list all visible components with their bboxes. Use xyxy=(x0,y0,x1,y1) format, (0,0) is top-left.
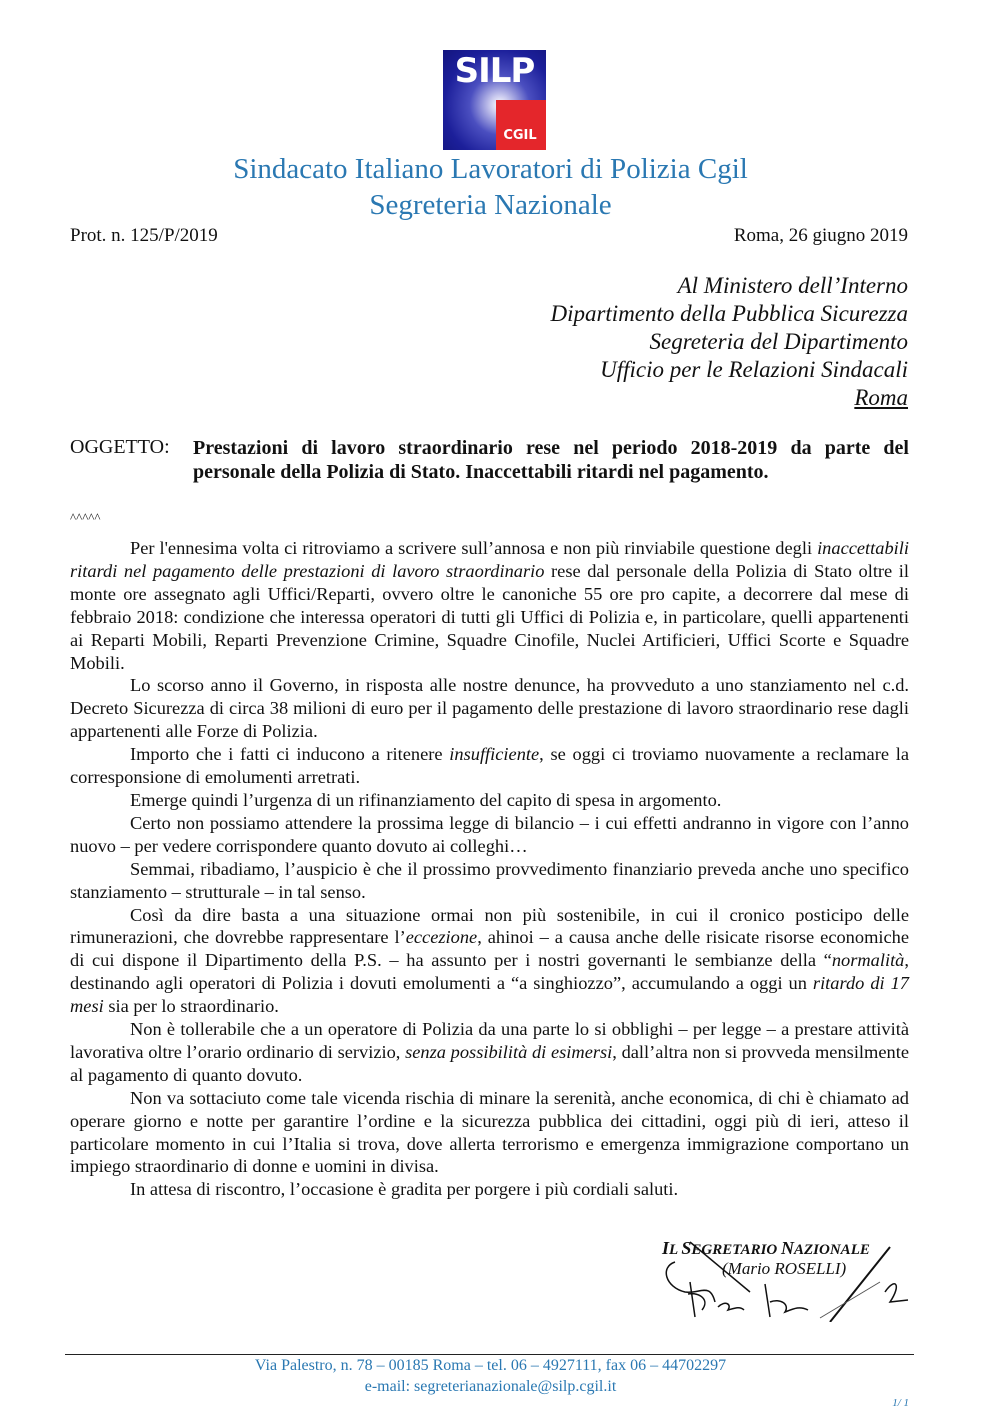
separator: ^^^^^ xyxy=(70,510,101,525)
recipient-line: Al Ministero dell’Interno xyxy=(677,273,908,298)
signatory-name: (Mario ROSELLI) xyxy=(722,1259,847,1278)
recipient-line: Ufficio per le Relazioni Sindacali xyxy=(600,357,908,382)
paragraph: Emerge quindi l’urgenza di un rifinanziamento del capito di spesa in argomento. xyxy=(130,789,722,810)
recipient-line: Segreteria del Dipartimento xyxy=(649,329,908,354)
paragraph: Non è tollerabile che a un operatore di Polizia da una parte lo si obblighi – per legge – a prestare attività lavorativa oltre l’orario ordinario di servizio, senza possibilità di esimersi, dall’altra non si provveda mensilmente al pagamento di quanto dovuto. xyxy=(70,1019,909,1085)
silp-cgil-logo xyxy=(443,50,546,150)
recipient-block xyxy=(550,272,908,412)
page-number: 1/ 1 xyxy=(892,1397,909,1409)
footer-email: e-mail: segreterianazionale@silp.cgil.it xyxy=(364,1378,617,1395)
recipient-city: Roma xyxy=(854,385,908,410)
department-name: Segreteria Nazionale xyxy=(369,189,612,221)
paragraph: In attesa di riscontro, l’occasione è gradita per porgere i più cordiali saluti. xyxy=(130,1179,679,1200)
paragraph: Non va sottaciuto come tale vicenda rischia di minare la serenità, anche economica, di chi è chiamato ad operare giorno e notte per garantire l’ordine e la sicurezza pubblica dei cittadini, oggi più di ieri, atteso il particolare momento in cui l’Italia si trova, dove allerta terrorismo e emergenza immigrazione comportano un impiego straordinario di donne e uomini in divisa. xyxy=(70,1087,909,1177)
footer-address: Via Palestro, n. 78 – 00185 Roma – tel. 06 – 4927111, fax 06 – 44702297 xyxy=(254,1357,727,1374)
place-date: Roma, 26 giugno 2019 xyxy=(733,225,908,246)
paragraph: Così da dire basta a una situazione ormai non più sostenibile, in cui il cronico posticipo delle rimunerazioni, che dovrebbe rappresentare l’eccezione, ahinoi – a causa anche delle risicate risorse economiche di cui dispone il Dipartimento della P.S. – ha assunto per i nostri governanti le sembianze della “normalità, destinando agli operatori di Polizia i dovuti emolumenti a “a singhiozzo”, accumulando a oggi un ritardo di 17 mesi sia per lo straordinario. xyxy=(70,904,909,1017)
letter-body xyxy=(70,537,909,1201)
subject-text: Prestazioni di lavoro straordinario rese nel periodo 2018-2019 da parte del personale della Polizia di Stato. Inaccettabili ritardi nel pagamento. xyxy=(193,437,909,483)
handwritten-signature-icon xyxy=(640,1222,910,1322)
footer-divider xyxy=(65,1354,914,1355)
subject-label: OGGETTO: xyxy=(70,436,170,458)
logo-cgil-text: CGIL xyxy=(503,128,537,143)
paragraph: Semmai, ribadiamo, l’auspicio è che il prossimo provvedimento finanziario preveda anche uno specifico stanziamento – strutturale – in tal senso. xyxy=(70,858,909,902)
signatory-title: IL SEGRETARIO NAZIONALE xyxy=(662,1238,870,1258)
recipient-line: Dipartimento della Pubblica Sicurezza xyxy=(550,301,908,326)
organization-name: Sindacato Italiano Lavoratori di Polizia Cgil xyxy=(233,153,748,185)
protocol-number: Prot. n. 125/P/2019 xyxy=(70,225,218,246)
logo-silp-text: SILP xyxy=(454,51,535,91)
paragraph: Certo non possiamo attendere la prossima legge di bilancio – i cui effetti andranno in vigore con l’anno nuovo – per vedere corrispondere quanto dovuto ai colleghi… xyxy=(70,812,909,856)
paragraph: Per l'ennesima volta ci ritroviamo a scrivere sull’annosa e non più rinviabile questione degli inaccettabili ritardi nel pagamento delle prestazioni di lavoro straordinario rese dal personale della Polizia di Stato oltre il monte ore assegnato agli Uffici/Reparti, ovvero oltre le canoniche 55 ore pro capite, a decorrere dal mese di febbraio 2018: condizione che interessa operatori di tutti gli Uffici di Polizia e, in particolare, quelli appartenenti ai Reparti Mobili, Reparti Prevenzione Crimine, Squadre Cinofile, Nuclei Artificieri, Uffici Scorte e Squadre Mobili. xyxy=(70,538,910,673)
paragraph: Importo che i fatti ci inducono a ritenere insufficiente, se oggi ci troviamo nuovamente a reclamare la corresponsione di emolumenti arretrati. xyxy=(70,744,909,788)
paragraph: Lo scorso anno il Governo, in risposta alle nostre denunce, ha provveduto a uno stanziamento nel c.d. Decreto Sicurezza di circa 38 milioni di euro per il pagamento delle prestazione di lavoro straordinario rese dagli appartenenti alle Forze di Polizia. xyxy=(70,675,909,742)
